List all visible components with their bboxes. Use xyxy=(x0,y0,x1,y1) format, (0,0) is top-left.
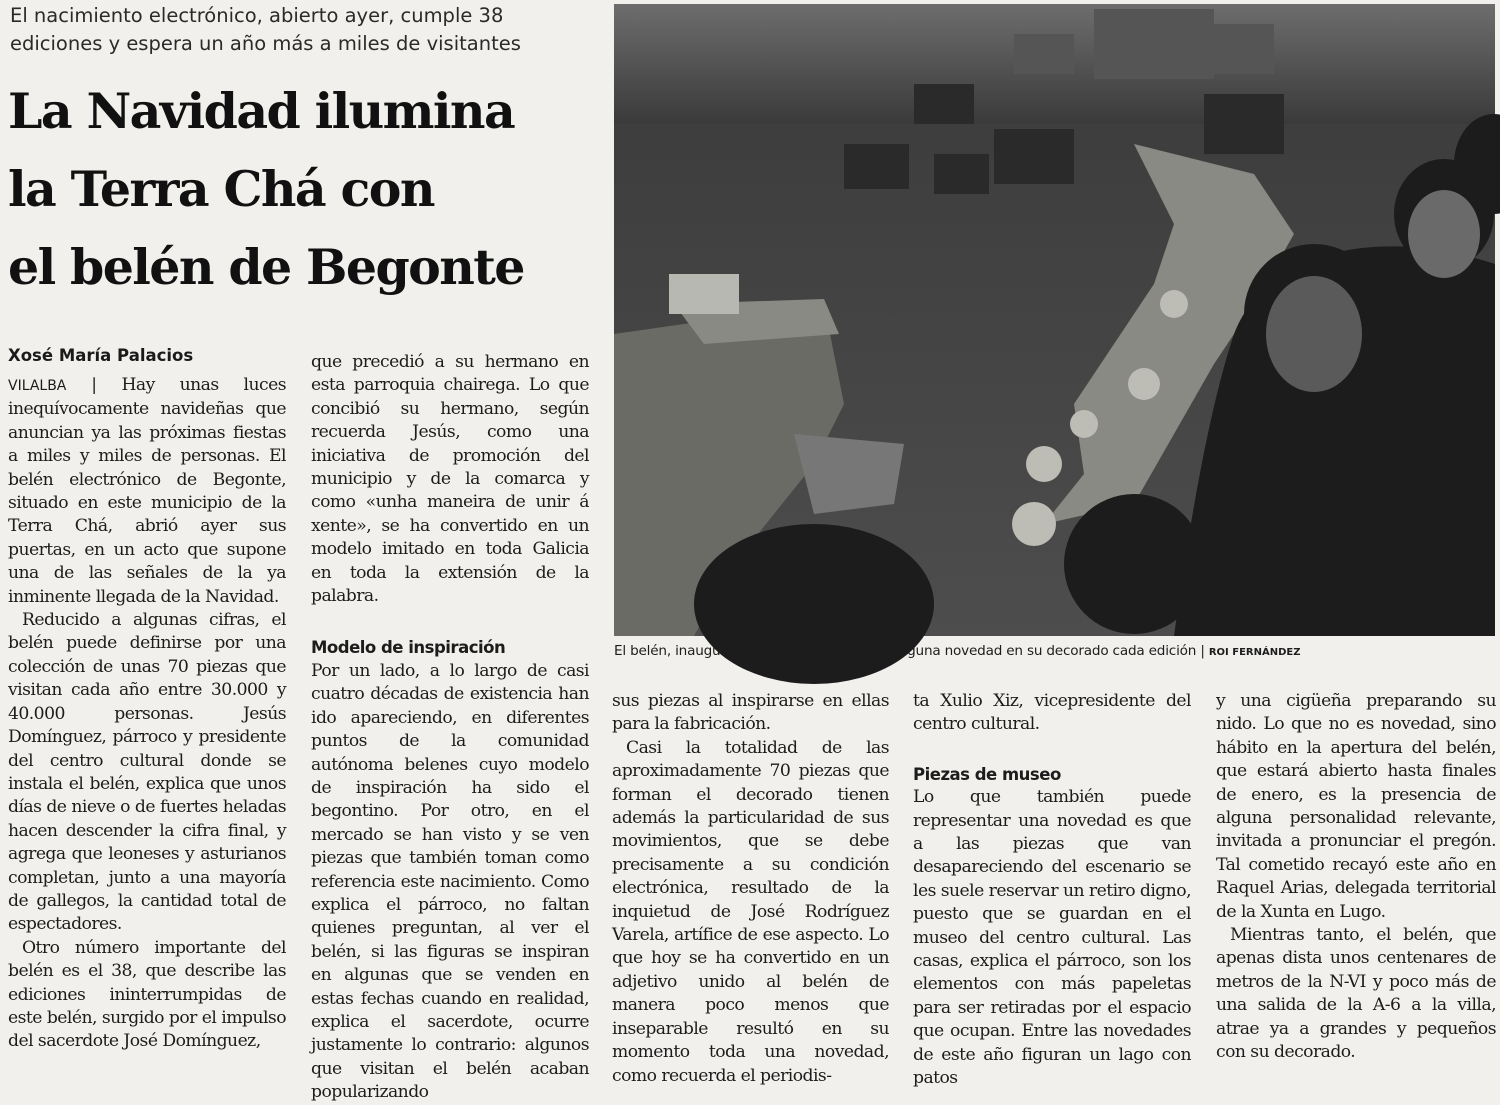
paragraph: Casi la totalidad de las aproximadamente 70 piezas que forman el decorado tienen además la particularidad de sus movimientos, que se debe precisamente a su condición electrónica, resultado de la inquietud de José Rodríguez Varela, artífice de ese aspecto. Lo que hoy se ha convertido en un adjetivo unido al belén de manera poco menos que inseparable resultó en su momento toda una novedad, como recuerda el periodis- xyxy=(612,737,889,1086)
headline-line-3: el belén de Begonte xyxy=(8,238,524,296)
caption-separator: | xyxy=(1196,643,1209,659)
paragraph: Lo que también puede representar una novedad es que a las piezas que van desapareciendo del escenario se les suele reservar un retiro digno, puesto que se guardan en el museo del centro cultural. Las casas, explica el párroco, son los elementos con más papeletas para ser retiradas por el espacio que ocupan. Entre las novedades de este año figuran un lago con patos xyxy=(913,787,1191,1089)
photo-credit: ROI FERNÁNDEZ xyxy=(1208,647,1301,658)
paragraph: que precedió a su hermano en esta parroquia chairega. Lo que concibió su hermano, según recuerda Jesús, como una iniciativa de promoción del municipio y de la comarca y como «unha maneira de unir á xente», se ha convertido en un modelo imitado en toda Galicia en toda la extensión de la palabra. xyxy=(311,352,589,607)
caption-text: El belén, inaugurado ayer, siempre ofrece alguna novedad en su decorado cada edición xyxy=(614,643,1197,659)
paragraph: ta Xulio Xiz, vicepresidente del centro cultural. xyxy=(913,691,1191,735)
article-column-1 xyxy=(8,374,286,1083)
subheading: Modelo de inspiración xyxy=(311,638,506,658)
photo-caption xyxy=(614,643,1499,659)
headline-line-1: La Navidad ilumina xyxy=(8,82,515,140)
paragraph: Otro número importante del belén es el 38, que describe las ediciones ininterrumpidas de este belén, surgido por el impulso del sacerdote José Domínguez, xyxy=(8,937,286,1052)
headline-line-2: la Terra Chá con xyxy=(8,160,434,218)
byline: Xosé María Palacios xyxy=(8,346,194,365)
article-column-5 xyxy=(1216,690,1496,1083)
dateline-separator: | xyxy=(66,375,122,395)
nativity-scene-photo xyxy=(614,4,1495,636)
paragraph: Reducido a algunas cifras, el belén puede definirse por una colección de unas 70 piezas que visitan cada año entre 30.000 y 40.000 personas. Jesús Domínguez, párroco y presidente del centro cultural donde se instala el belén, explica que unos días de nieve o de fuertes heladas hacen descender la cifra final, y agrega que leoneses y asturianos completan, junto a una mayoría de gallegos, la cantidad total de espectadores. xyxy=(8,610,286,935)
kicker-line-2: ediciones y espera un año más a miles de visitantes xyxy=(10,32,521,55)
article-column-3 xyxy=(612,690,889,1086)
paragraph: y una cigüeña preparando su nido. Lo que no es novedad, sino hábito en la apertura del belén, que estará abierto hasta finales de enero, es la presencia de alguna personalidad relevante, invitada a pronunciar el pregón. Tal cometido recayó este año en Raquel Arias, delegada territorial de la Xunta en Lugo. xyxy=(1216,691,1496,922)
dateline: VILALBA xyxy=(8,378,67,394)
paragraph: Por un lado, a lo largo de casi cuatro décadas de existencia han ido apareciendo, en diferentes puntos de la comunidad autónoma belenes cuyo modelo de inspiración ha sido el begontino. Por otro, en el mercado se han visto y se ven piezas que también toman como referencia este nacimiento. Como explica el párroco, no faltan quienes preguntan, al ver el belén, si las figuras se inspiran en algunas que se venden en estas fechas cuando en realidad, explica el sacerdote, ocurre justamente lo contrario: algunos que visitan el belén acaban popularizando xyxy=(311,660,589,1103)
kicker xyxy=(10,2,600,58)
article-column-4 xyxy=(913,690,1191,1089)
kicker-line-1: El nacimiento electrónico, abierto ayer, cumple 38 xyxy=(10,4,504,27)
paragraph xyxy=(8,374,286,609)
paragraph: sus piezas al inspirarse en ellas para la fabricación. xyxy=(612,691,889,735)
subheading: Piezas de museo xyxy=(913,764,1061,784)
paragraph: Mientras tanto, el belén, que apenas dista unos centenares de metros de la N-VI y poco más de una salida de la A-6 a la villa, atrae ya a grandes y pequeños con su decorado. xyxy=(1216,925,1496,1063)
headline xyxy=(8,72,603,306)
photo-illustration xyxy=(614,4,1495,636)
paragraph-text: Hay unas luces inequívocamente navideñas que anuncian ya las próximas fiestas a miles y miles de personas. El belén electrónico de Begonte, situado en este municipio de la Terra Chá, abrió ayer sus puertas, en un acto que supone una de las señales de la ya inminente llegada de la Navidad. xyxy=(8,375,286,607)
article-column-2 xyxy=(311,351,589,1103)
